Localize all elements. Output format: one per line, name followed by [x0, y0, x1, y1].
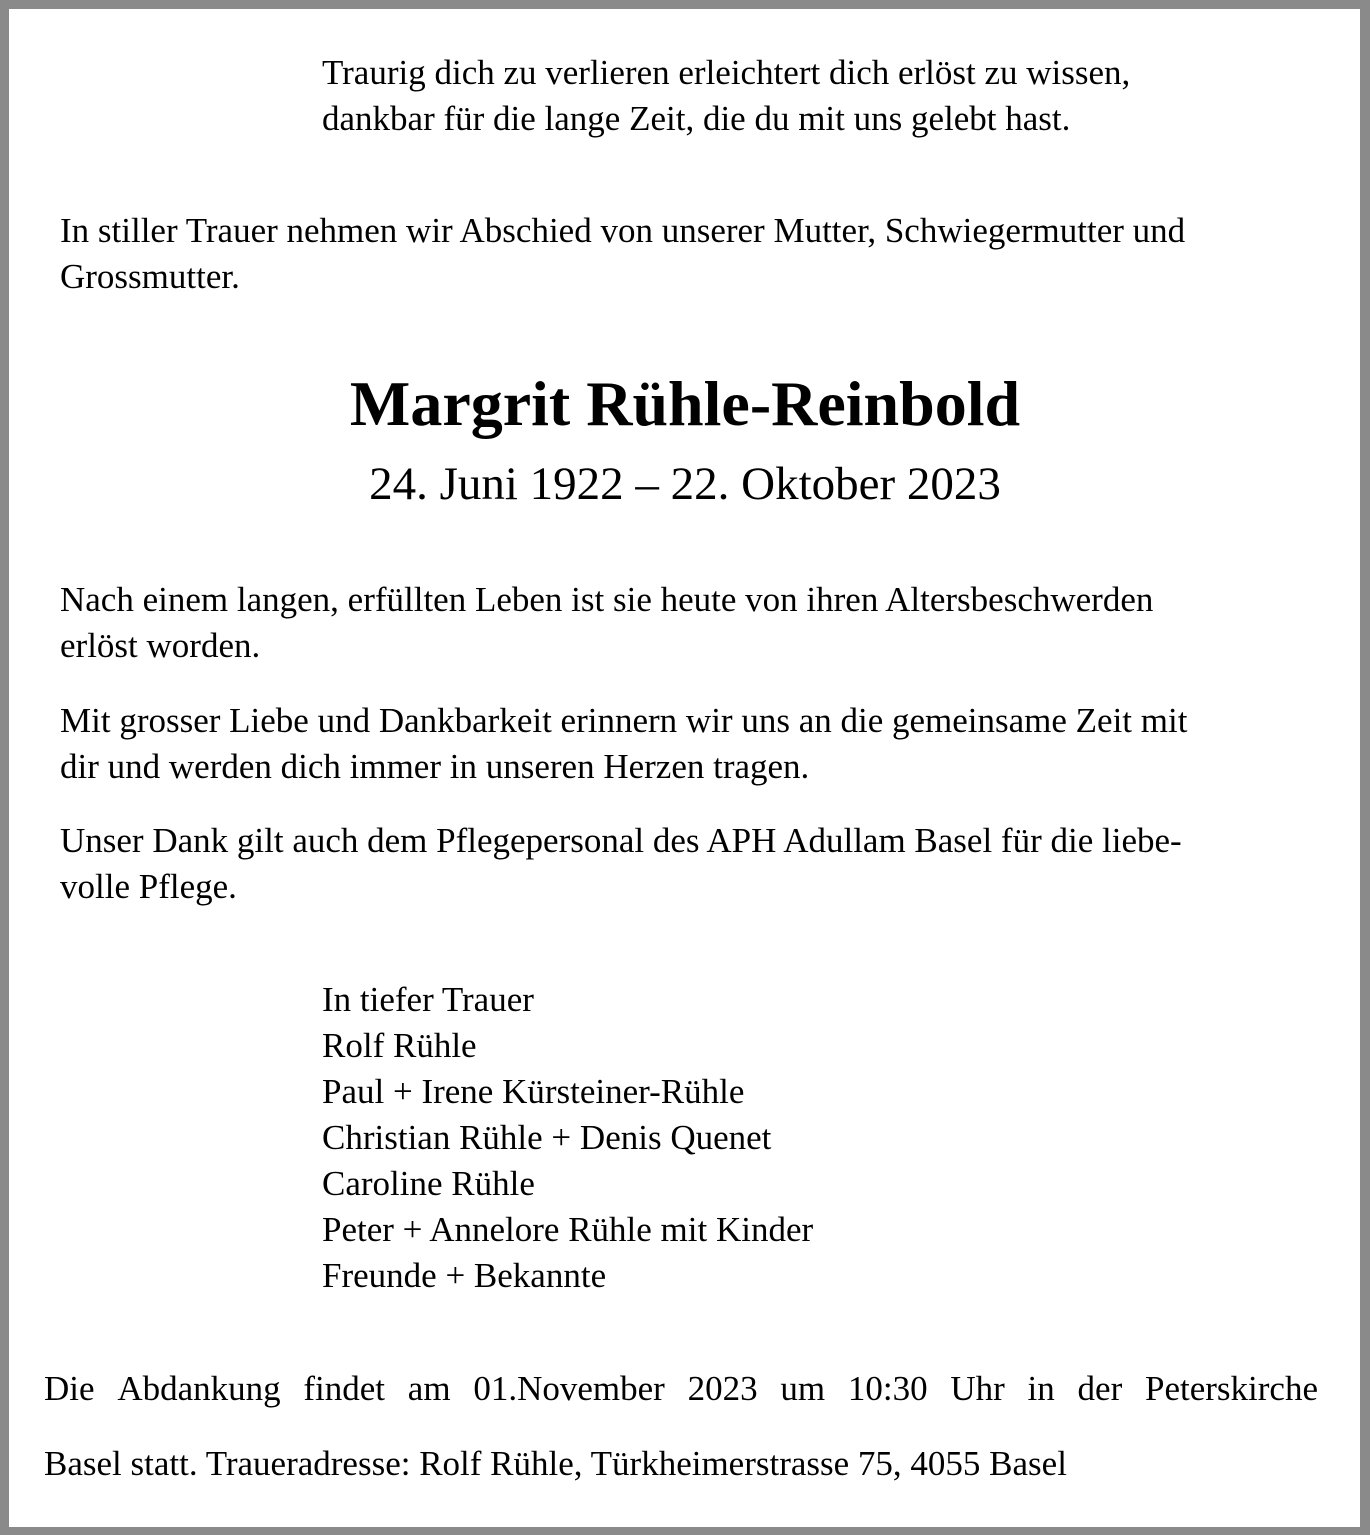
life-dates: 24. Juni 1922 – 22. Oktober 2023: [369, 458, 1001, 510]
paragraph-1-line-1: Nach einem langen, erfüllten Leben ist sie heute von ihren Altersbeschwerden: [60, 580, 1154, 619]
service-date: 01.November: [473, 1369, 665, 1408]
intro-line-1: In stiller Trauer nehmen wir Abschied von unserer Mutter, Schwiegermutter und: [60, 211, 1186, 250]
service-time: 10:30: [847, 1369, 928, 1408]
paragraph-3-line-1: Unser Dank gilt auch dem Pflegepersonal des APH Adullam Basel für die liebe-: [60, 821, 1182, 860]
service-word: um: [780, 1369, 826, 1408]
intro-line-2: Grossmutter.: [60, 257, 240, 296]
service-word: findet: [303, 1369, 386, 1408]
service-word: am: [407, 1369, 451, 1408]
paragraph-1-line-2: erlöst worden.: [60, 626, 261, 665]
motto-line-1: Traurig dich zu verlieren erleichtert dich erlöst zu wissen,: [322, 53, 1131, 92]
motto-line-2: dankbar für die lange Zeit, die du mit uns gelebt hast.: [322, 99, 1071, 138]
service-location: Peterskirche: [1145, 1369, 1318, 1408]
mourner-name: Paul + Irene Kürsteiner-Rühle: [322, 1072, 745, 1111]
mourners-heading: In tiefer Trauer: [322, 980, 534, 1019]
mourner-name: Caroline Rühle: [322, 1164, 535, 1203]
service-word: der: [1077, 1369, 1123, 1408]
mourner-name: Christian Rühle + Denis Quenet: [322, 1118, 772, 1157]
service-year: 2023: [687, 1369, 758, 1408]
service-word: Abdankung: [117, 1369, 281, 1408]
mourner-name: Peter + Annelore Rühle mit Kinder: [322, 1210, 814, 1249]
mourner-name: Rolf Rühle: [322, 1026, 477, 1065]
service-word: Die: [44, 1369, 95, 1408]
paragraph-3-line-2: volle Pflege.: [60, 867, 237, 906]
service-line-2: Basel statt. Traueradresse: Rolf Rühle, Türkheimerstrasse 75, 4055 Basel: [44, 1444, 1067, 1483]
deceased-name: Margrit Rühle-Reinbold: [349, 368, 1021, 439]
mourner-name: Freunde + Bekannte: [322, 1256, 607, 1295]
service-line-1: [44, 1366, 1318, 1412]
service-word: in: [1027, 1369, 1055, 1408]
paragraph-2-line-2: dir und werden dich immer in unseren Herzen tragen.: [60, 747, 810, 786]
service-word: Uhr: [950, 1369, 1005, 1408]
paragraph-2-line-1: Mit grosser Liebe und Dankbarkeit erinnern wir uns an die gemeinsame Zeit mit: [60, 701, 1188, 740]
